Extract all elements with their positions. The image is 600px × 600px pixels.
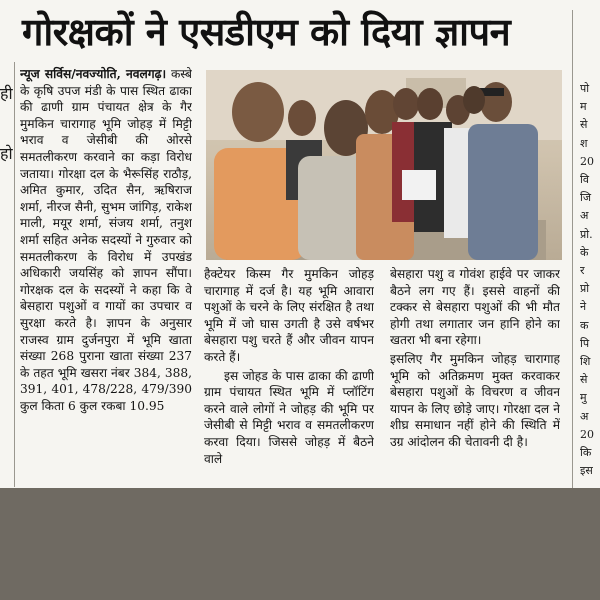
- byline: न्यूज सर्विस/नवज्योति, नवलगढ़।: [20, 67, 167, 81]
- right-edge-line: अ: [580, 209, 589, 223]
- right-edge-line: पि: [580, 336, 590, 350]
- article-text-col3-b: इसलिए गैर मुमकिन जोहड़ चारागाह भूमि को अतिक्रमण मुक्त करवाकर बेसहारा पशुओं के विचरण व जीवन यापन के लिए छोड़े जाए। गोरक्षा दल ने शीघ्र समाधान नहीं होने की स्थिति में उग्र आंदोलन की चेतावनी दी है।: [390, 351, 560, 449]
- right-edge-line: र: [580, 264, 585, 278]
- column-rule-left: [14, 62, 15, 487]
- background-surface: [0, 488, 600, 600]
- headline: गोरक्षकों ने एसडीएम को दिया ज्ञापन: [22, 10, 511, 54]
- right-edge-line: कि: [580, 446, 592, 460]
- article-column-2: [204, 266, 374, 486]
- article-column-1: [20, 66, 192, 486]
- right-edge-line: मु: [580, 391, 587, 405]
- right-edge-line: 20: [580, 154, 594, 168]
- right-edge-column: [580, 80, 600, 486]
- right-edge-line: शि: [580, 355, 591, 369]
- column-rule-right: [572, 10, 573, 488]
- left-edge-line: हो: [0, 144, 13, 163]
- right-edge-line: 20: [580, 427, 594, 441]
- left-edge-line: ही: [0, 84, 13, 103]
- right-edge-line: अ: [580, 409, 589, 423]
- right-edge-line: से: [580, 118, 588, 132]
- right-edge-line: प्रो.: [580, 227, 593, 241]
- right-edge-line: के: [580, 245, 589, 259]
- right-edge-line: जि: [580, 191, 592, 205]
- right-edge-line: श: [580, 136, 588, 150]
- article-text-col3: बेसहारा पशु व गोवंश हाईवे पर जाकर बैठने लग गए हैं। इससे वाहनों की टक्कर से बेसहारा पशुओं की भी मौत होगी तथा लगातार जन हानि होने का खतरा भी बना रहेगा।: [390, 267, 560, 348]
- article-text-col2-b: इस जोहड के पास ढाका की ढाणी ग्राम पंचायत स्थित भूमि में प्लॉटिंग करने वाले लोगों ने जोहड़ की भूमि पर जेसीबी से मिट्टी भराव व समतलीकरण करवा दिया। जिससे जोहड़ में बैठने वाले: [204, 368, 374, 466]
- right-edge-line: पो: [580, 82, 590, 95]
- right-edge-line: प्रो: [580, 282, 590, 296]
- right-edge-line: से: [580, 373, 588, 387]
- left-edge-column: [0, 64, 14, 484]
- group-photo-illustration: [206, 70, 562, 260]
- article-text-col1: कस्बे के कृषि उपज मंडी के पास स्थित ढाका की ढाणी ग्राम पंचायत क्षेत्र के गैर मुमकिन चारागाह भूमि जोहड़ में मिट्टी भराव व जेसीबी की ओरसे समतलीकरण करवाने का कड़ा विरोध जताया। गोरक्षा दल के भैरूसिंह राठौड़, अमित कुमार, उदित सैन, ऋषिराज शर्मा, नीरज सैनी, सुभम जांगिड़, राकेश माली, मयूर शर्मा, संजय शर्मा, तनुश शर्मा सहित अनेक सदस्यों ने गुरुवार को समतलीकरण के विरोध में उपखंड अधिकारी जयसिंह को ज्ञापन सौंपा। गोरक्षक दल के सदस्यों ने कहा कि वे बेसहारा पशुओं व गायों का उपचार व सुरक्षा करते है। ज्ञापन के अनुसार राजस्व ग्राम दुर्जनपुरा में भूमि खाता संख्या 268 पुराना खाता संख्या 237 के तहत भूमि खसरा नंबर 384, 388, 391, 401, 478/228, 479/390 कुल किता 6 कुल रकबा 10.95: [20, 67, 192, 413]
- article-text-col2: हैक्टेयर किस्म गैर मुमकिन जोहड़ चारागाह में दर्ज है। यह भूमि आवारा पशुओं के चरने के लिए संरक्षित है तथा भूमि में जो घास उगती है उसे वर्षभर बेसहारा पशु चरते हैं और जीवन यापन करते हैं।: [204, 267, 374, 364]
- person-figures: [214, 82, 538, 260]
- right-edge-line: क: [580, 318, 589, 332]
- news-photo: [206, 70, 562, 260]
- right-edge-line: इस: [580, 464, 593, 478]
- right-edge-line: ने: [580, 300, 587, 314]
- right-edge-line: वि: [580, 173, 589, 187]
- right-edge-line: म: [580, 100, 587, 114]
- article-column-3: [390, 266, 560, 486]
